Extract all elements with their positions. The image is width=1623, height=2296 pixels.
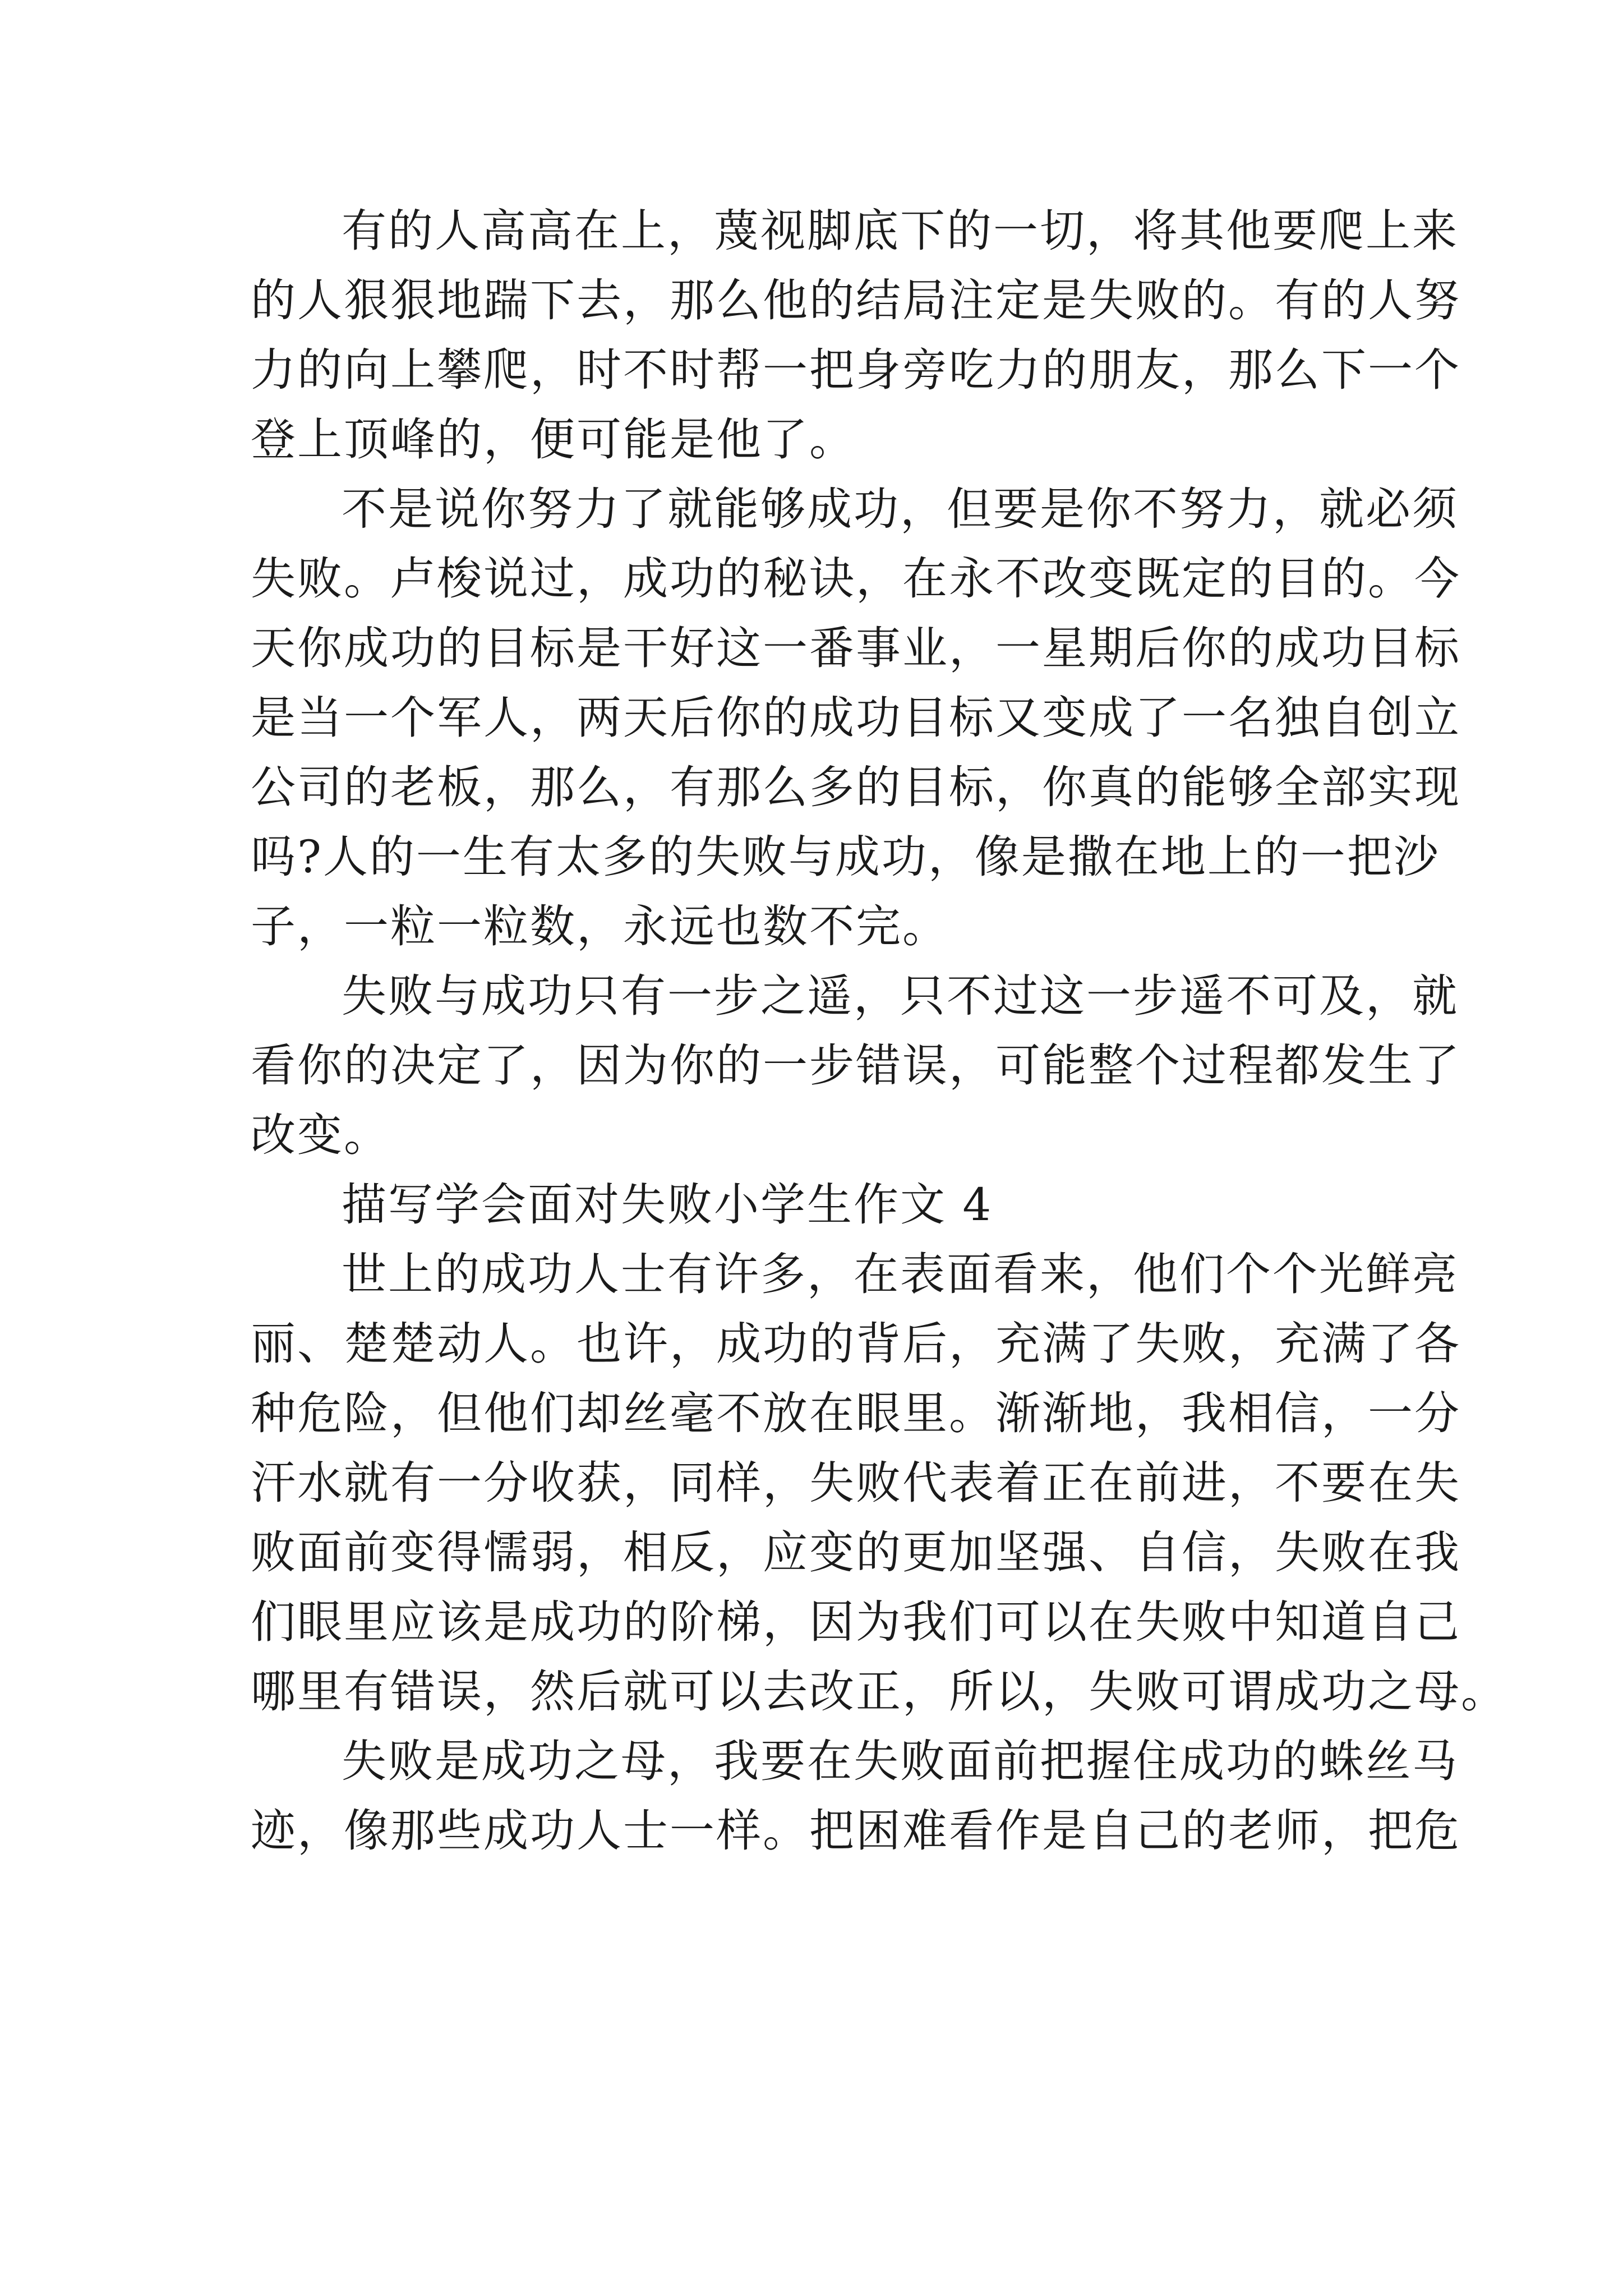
text-line: 天你成功的目标是干好这一番事业，一星期后你的成功目标 — [251, 622, 1461, 674]
text-line: 世上的成功人士有许多，在表面看来，他们个个光鲜亮 — [342, 1248, 1459, 1300]
text-line: 描写学会面对失败小学生作文 4 — [342, 1179, 993, 1231]
text-line: 改变。 — [251, 1109, 390, 1161]
text-line: 失败与成功只有一步之遥，只不过这一步遥不可及，就 — [342, 970, 1459, 1022]
text-line: 败面前变得懦弱，相反，应变的更加坚强、自信，失败在我 — [251, 1526, 1461, 1579]
text-line: 失败是成功之母，我要在失败面前把握住成功的蛛丝马 — [342, 1735, 1459, 1787]
text-line: 子，一粒一粒数，永远也数不完。 — [251, 900, 949, 953]
text-line: 丽、楚楚动人。也许，成功的背后，充满了失败，充满了各 — [251, 1318, 1461, 1370]
text-line: 汗水就有一分收获，同样，失败代表着正在前进，不要在失 — [251, 1457, 1461, 1509]
text-line: 力的向上攀爬，时不时帮一把身旁吃力的朋友，那么下一个 — [251, 344, 1461, 396]
text-line: 不是说你努力了就能够成功，但要是你不努力，就必须 — [342, 483, 1459, 535]
text-line: 公司的老板，那么，有那么多的目标，你真的能够全部实现 — [251, 761, 1461, 813]
text-line: 有的人高高在上，蔑视脚底下的一切，将其他要爬上来 — [342, 205, 1459, 257]
text-line: 的人狠狠地踹下去，那么他的结局注定是失败的。有的人努 — [251, 274, 1461, 326]
text-line: 种危险，但他们却丝毫不放在眼里。渐渐地，我相信，一分 — [251, 1387, 1461, 1439]
text-line: 登上顶峰的，便可能是他了。 — [251, 413, 856, 466]
text-line: 失败。卢梭说过，成功的秘诀，在永不改变既定的目的。今 — [251, 553, 1461, 605]
text-line: 看你的决定了，因为你的一步错误，可能整个过程都发生了 — [251, 1039, 1461, 1092]
text-line: 是当一个军人，两天后你的成功目标又变成了一名独自创立 — [251, 692, 1461, 744]
text-line: 吗?人的一生有太多的失败与成功，像是撒在地上的一把沙 — [251, 831, 1440, 883]
document-body — [251, 196, 1507, 1866]
text-line: 哪里有错误，然后就可以去改正，所以，失败可谓成功之母。 — [251, 1665, 1507, 1718]
text-line: 们眼里应该是成功的阶梯，因为我们可以在失败中知道自己 — [251, 1596, 1461, 1648]
text-line: 迹，像那些成功人士一样。把困难看作是自己的老师，把危 — [251, 1805, 1461, 1857]
